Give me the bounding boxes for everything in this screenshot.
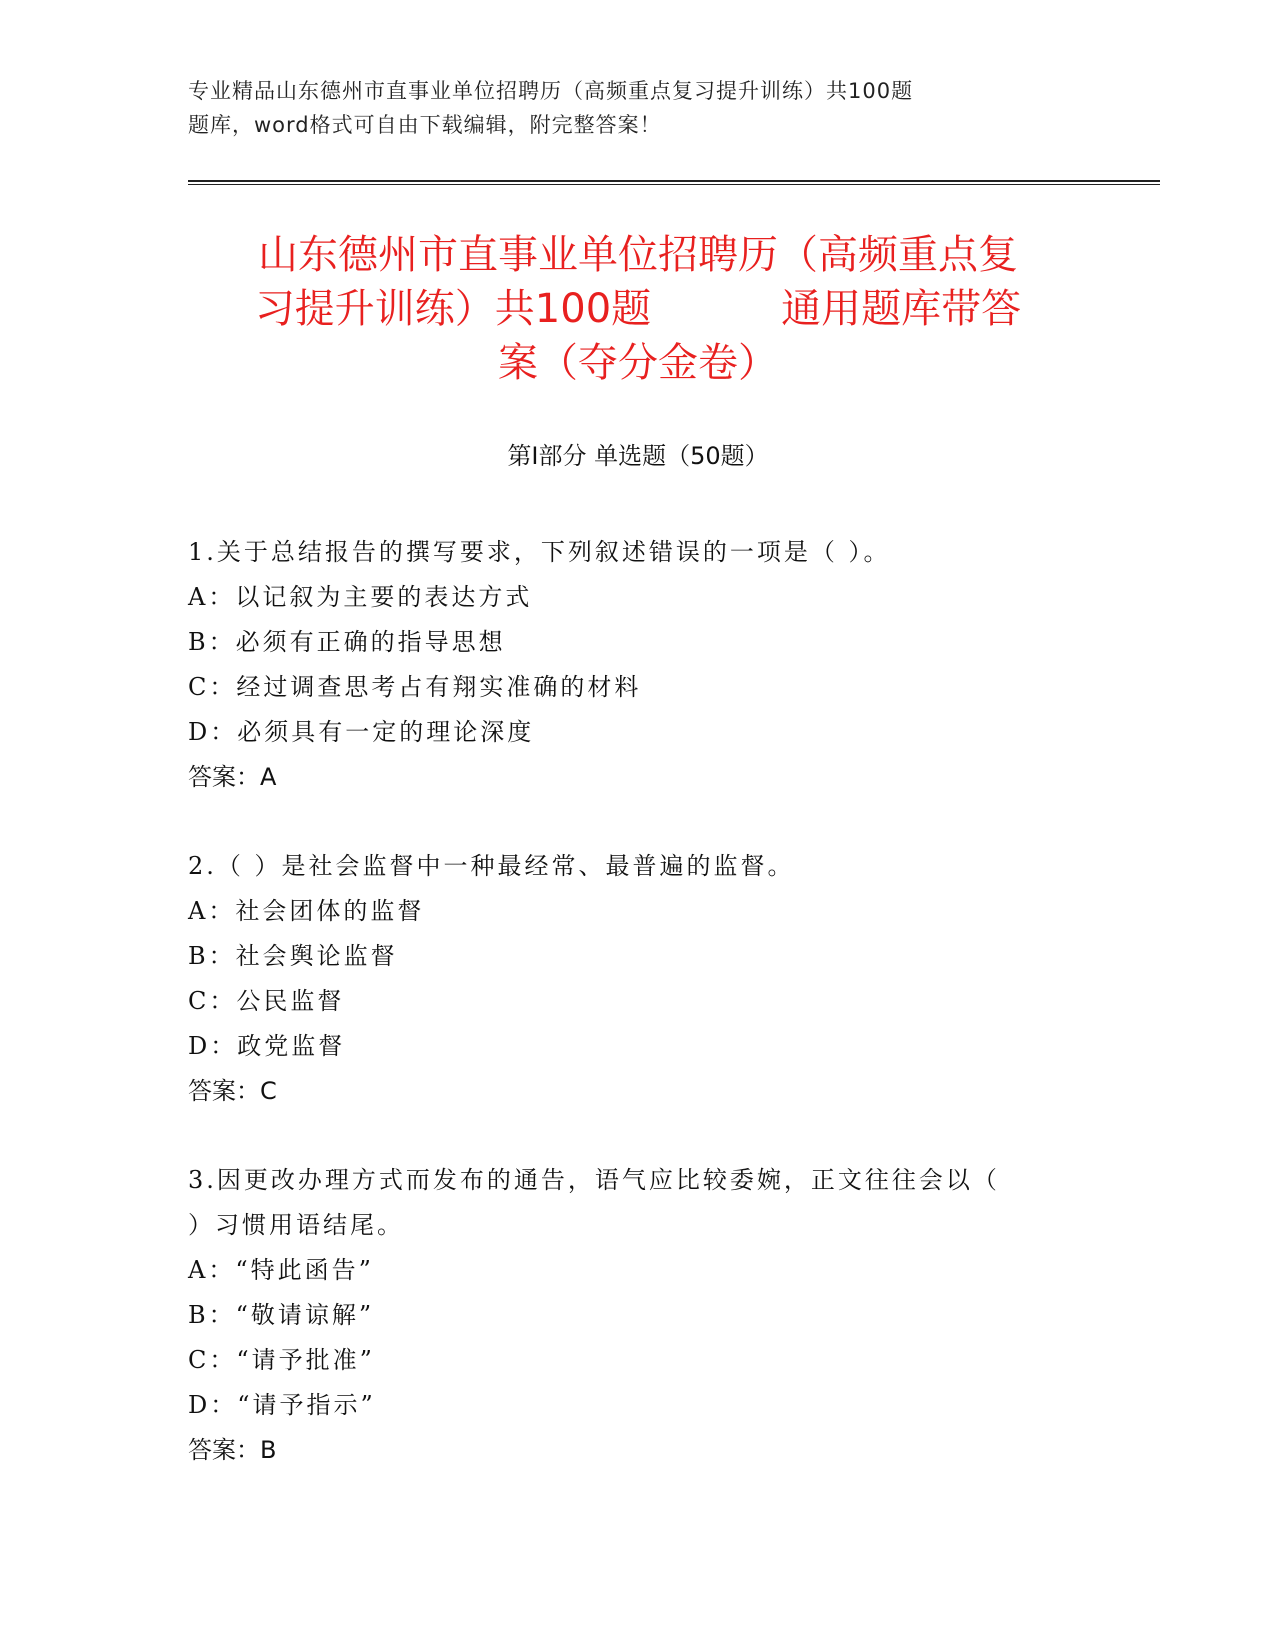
option-a: A：“特此函告” [188,1256,374,1284]
question-stem: 1.关于总结报告的撰写要求，下列叙述错误的一项是（ ）。 [188,538,891,566]
question-stem-line1: 3.因更改办理方式而发布的通告，语气应比较委婉，正文往往会以（ [188,1166,1000,1194]
header-note-line2: 题库，word格式可自由下载编辑，附完整答案！ [188,113,662,137]
answer: 答案：A [188,763,277,791]
option-b: B：必须有正确的指导思想 [188,628,506,656]
option-c: C：公民监督 [188,987,345,1015]
option-a: A：社会团体的监督 [188,897,425,925]
document-title-line3: 案（夺分金卷） [498,340,778,386]
answer: 答案：B [188,1436,277,1464]
answer: 答案：C [188,1077,277,1105]
question-stem-line2: ）习惯用语结尾。 [188,1211,404,1239]
option-d: D：政党监督 [188,1032,346,1060]
option-d: D：必须具有一定的理论深度 [188,718,535,746]
document-title [188,228,1088,390]
option-c: C：“请予批准” [188,1346,375,1374]
option-b: B：社会舆论监督 [188,942,398,970]
section-title: 第I部分 单选题（50题） [507,442,769,470]
option-a: A：以记叙为主要的表达方式 [188,583,533,611]
document-title-line1: 山东德州市直事业单位招聘历（高频重点复 [258,232,1018,278]
header-note-line1: 专业精品山东德州市直事业单位招聘历（高频重点复习提升训练）共100题 [188,79,914,103]
header-divider-thin [188,184,1160,185]
header-divider-thick [188,180,1160,182]
document-title-line2 [188,282,1088,336]
document-title-line2a: 习提升训练）共100题 [254,286,652,332]
header-note [188,74,1018,142]
question-1 [188,530,1088,800]
question-3 [188,1158,1088,1473]
option-d: D：“请予指示” [188,1391,376,1419]
document-title-line2b: 通用题库带答 [781,286,1022,332]
option-c: C：经过调查思考占有翔实准确的材料 [188,673,642,701]
question-2 [188,844,1088,1114]
question-stem: 2.（ ）是社会监督中一种最经常、最普遍的监督。 [188,852,795,880]
option-b: B：“敬请谅解” [188,1301,375,1329]
question-list [188,530,1088,1473]
